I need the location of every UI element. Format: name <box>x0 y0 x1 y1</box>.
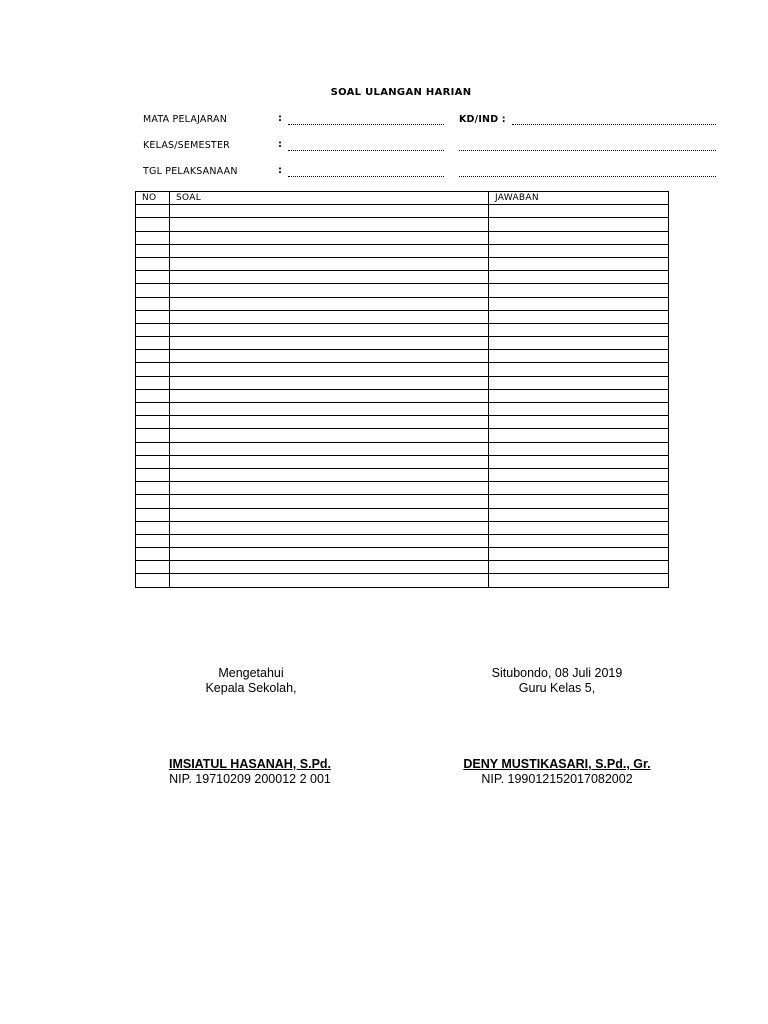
soal-cell[interactable] <box>170 442 489 455</box>
jawaban-cell[interactable] <box>489 310 669 323</box>
no-cell[interactable] <box>136 429 170 442</box>
signature-left <box>176 666 326 696</box>
signature-left-name: IMSIATUL HASANAH, S.Pd. <box>168 757 332 771</box>
table-row <box>136 482 669 495</box>
soal-cell[interactable] <box>170 429 489 442</box>
signature-left-nip: NIP. 19710209 200012 2 001 <box>169 772 331 786</box>
jawaban-cell[interactable] <box>489 297 669 310</box>
mata-pelajaran-blank[interactable] <box>288 124 444 125</box>
table-row <box>136 323 669 336</box>
soal-cell[interactable] <box>170 403 489 416</box>
soal-cell[interactable] <box>170 323 489 336</box>
soal-cell[interactable] <box>170 482 489 495</box>
soal-cell[interactable] <box>170 534 489 547</box>
no-cell[interactable] <box>136 403 170 416</box>
signature-left-line2: Kepala Sekolah, <box>205 681 297 695</box>
column-header-jawaban: JAWABAN <box>489 192 669 205</box>
jawaban-cell[interactable] <box>489 350 669 363</box>
signature-right-nip: NIP. 199012152017082002 <box>481 772 633 786</box>
jawaban-cell[interactable] <box>489 429 669 442</box>
kelas-semester-label: KELAS/SEMESTER <box>143 140 230 151</box>
table-row <box>136 257 669 270</box>
jawaban-cell[interactable] <box>489 205 669 218</box>
table-row <box>136 442 669 455</box>
soal-cell[interactable] <box>170 337 489 350</box>
soal-cell[interactable] <box>170 363 489 376</box>
no-cell[interactable] <box>136 548 170 561</box>
soal-cell[interactable] <box>170 218 489 231</box>
jawaban-cell[interactable] <box>489 403 669 416</box>
soal-cell[interactable] <box>170 561 489 574</box>
no-cell[interactable] <box>136 231 170 244</box>
no-cell[interactable] <box>136 534 170 547</box>
kelas-semester-blank[interactable] <box>288 150 444 151</box>
jawaban-cell[interactable] <box>489 244 669 257</box>
jawaban-cell[interactable] <box>489 389 669 402</box>
table-row <box>136 403 669 416</box>
table-row <box>136 455 669 468</box>
no-cell[interactable] <box>136 257 170 270</box>
no-cell[interactable] <box>136 284 170 297</box>
soal-cell[interactable] <box>170 495 489 508</box>
table-row <box>136 271 669 284</box>
jawaban-cell[interactable] <box>489 455 669 468</box>
kelas-semester-colon: : <box>278 139 282 150</box>
mata-pelajaran-label: MATA PELAJARAN <box>143 114 228 125</box>
table-row <box>136 284 669 297</box>
table-header-row <box>136 192 669 205</box>
jawaban-cell[interactable] <box>489 482 669 495</box>
no-cell[interactable] <box>136 442 170 455</box>
jawaban-cell[interactable] <box>489 284 669 297</box>
no-cell[interactable] <box>136 297 170 310</box>
column-header-no: NO <box>136 192 170 205</box>
table-row <box>136 508 669 521</box>
jawaban-cell[interactable] <box>489 337 669 350</box>
jawaban-cell[interactable] <box>489 561 669 574</box>
soal-cell[interactable] <box>170 468 489 481</box>
table-row <box>136 495 669 508</box>
table-row <box>136 429 669 442</box>
no-cell[interactable] <box>136 376 170 389</box>
table-row <box>136 376 669 389</box>
mata-pelajaran-colon: : <box>278 113 282 124</box>
soal-cell[interactable] <box>170 284 489 297</box>
jawaban-cell[interactable] <box>489 508 669 521</box>
no-cell[interactable] <box>136 508 170 521</box>
soal-cell[interactable] <box>170 376 489 389</box>
soal-cell[interactable] <box>170 205 489 218</box>
no-cell[interactable] <box>136 416 170 429</box>
soal-cell[interactable] <box>170 231 489 244</box>
column-header-soal: SOAL <box>170 192 489 205</box>
jawaban-cell[interactable] <box>489 468 669 481</box>
jawaban-cell[interactable] <box>489 257 669 270</box>
soal-cell[interactable] <box>170 574 489 587</box>
no-cell[interactable] <box>136 337 170 350</box>
no-cell[interactable] <box>136 495 170 508</box>
question-answer-table <box>135 191 669 588</box>
no-cell[interactable] <box>136 574 170 587</box>
jawaban-cell[interactable] <box>489 495 669 508</box>
table-body <box>136 205 669 587</box>
soal-cell[interactable] <box>170 521 489 534</box>
table-row <box>136 231 669 244</box>
jawaban-cell[interactable] <box>489 218 669 231</box>
soal-cell[interactable] <box>170 271 489 284</box>
kd-ind-blank-2[interactable] <box>459 150 716 151</box>
soal-cell[interactable] <box>170 350 489 363</box>
no-cell[interactable] <box>136 205 170 218</box>
no-cell[interactable] <box>136 561 170 574</box>
jawaban-cell[interactable] <box>489 442 669 455</box>
tgl-pelaksanaan-colon: : <box>278 165 282 176</box>
no-cell[interactable] <box>136 323 170 336</box>
table-row <box>136 363 669 376</box>
signature-right <box>457 666 657 696</box>
no-cell[interactable] <box>136 271 170 284</box>
jawaban-cell[interactable] <box>489 271 669 284</box>
table-row <box>136 350 669 363</box>
no-cell[interactable] <box>136 389 170 402</box>
document-title: SOAL ULANGAN HARIAN <box>330 87 472 98</box>
no-cell[interactable] <box>136 363 170 376</box>
table-row <box>136 534 669 547</box>
no-cell[interactable] <box>136 310 170 323</box>
jawaban-cell[interactable] <box>489 534 669 547</box>
soal-cell[interactable] <box>170 297 489 310</box>
tgl-pelaksanaan-blank[interactable] <box>288 176 444 177</box>
table-row <box>136 218 669 231</box>
table-row <box>136 337 669 350</box>
table-row <box>136 297 669 310</box>
no-cell[interactable] <box>136 350 170 363</box>
jawaban-cell[interactable] <box>489 231 669 244</box>
tgl-pelaksanaan-label: TGL PELAKSANAAN <box>143 166 238 177</box>
jawaban-cell[interactable] <box>489 574 669 587</box>
no-cell[interactable] <box>136 482 170 495</box>
signature-left-identity <box>140 757 360 787</box>
jawaban-cell[interactable] <box>489 323 669 336</box>
soal-cell[interactable] <box>170 455 489 468</box>
no-cell[interactable] <box>136 244 170 257</box>
table-row <box>136 548 669 561</box>
signature-right-name: DENY MUSTIKASARI, S.Pd., Gr. <box>463 757 651 771</box>
signature-right-line2: Guru Kelas 5, <box>518 681 596 695</box>
jawaban-cell[interactable] <box>489 363 669 376</box>
signature-right-line1: Situbondo, 08 Juli 2019 <box>491 666 623 680</box>
table-row <box>136 468 669 481</box>
table-row <box>136 574 669 587</box>
jawaban-cell[interactable] <box>489 376 669 389</box>
soal-cell[interactable] <box>170 508 489 521</box>
no-cell[interactable] <box>136 218 170 231</box>
table-row <box>136 416 669 429</box>
no-cell[interactable] <box>136 521 170 534</box>
soal-cell[interactable] <box>170 310 489 323</box>
table-row <box>136 521 669 534</box>
soal-cell[interactable] <box>170 244 489 257</box>
soal-cell[interactable] <box>170 416 489 429</box>
jawaban-cell[interactable] <box>489 521 669 534</box>
signature-left-line1: Mengetahui <box>218 666 284 680</box>
no-cell[interactable] <box>136 455 170 468</box>
jawaban-cell[interactable] <box>489 548 669 561</box>
table-row <box>136 561 669 574</box>
kd-ind-blank[interactable] <box>512 124 716 125</box>
soal-cell[interactable] <box>170 257 489 270</box>
table-row <box>136 244 669 257</box>
signature-right-identity <box>437 757 677 787</box>
soal-cell[interactable] <box>170 548 489 561</box>
table-row <box>136 389 669 402</box>
jawaban-cell[interactable] <box>489 416 669 429</box>
kd-ind-blank-3[interactable] <box>459 176 716 177</box>
no-cell[interactable] <box>136 468 170 481</box>
table-row <box>136 205 669 218</box>
soal-cell[interactable] <box>170 389 489 402</box>
kd-ind-label: KD/IND : <box>459 114 506 125</box>
table-row <box>136 310 669 323</box>
